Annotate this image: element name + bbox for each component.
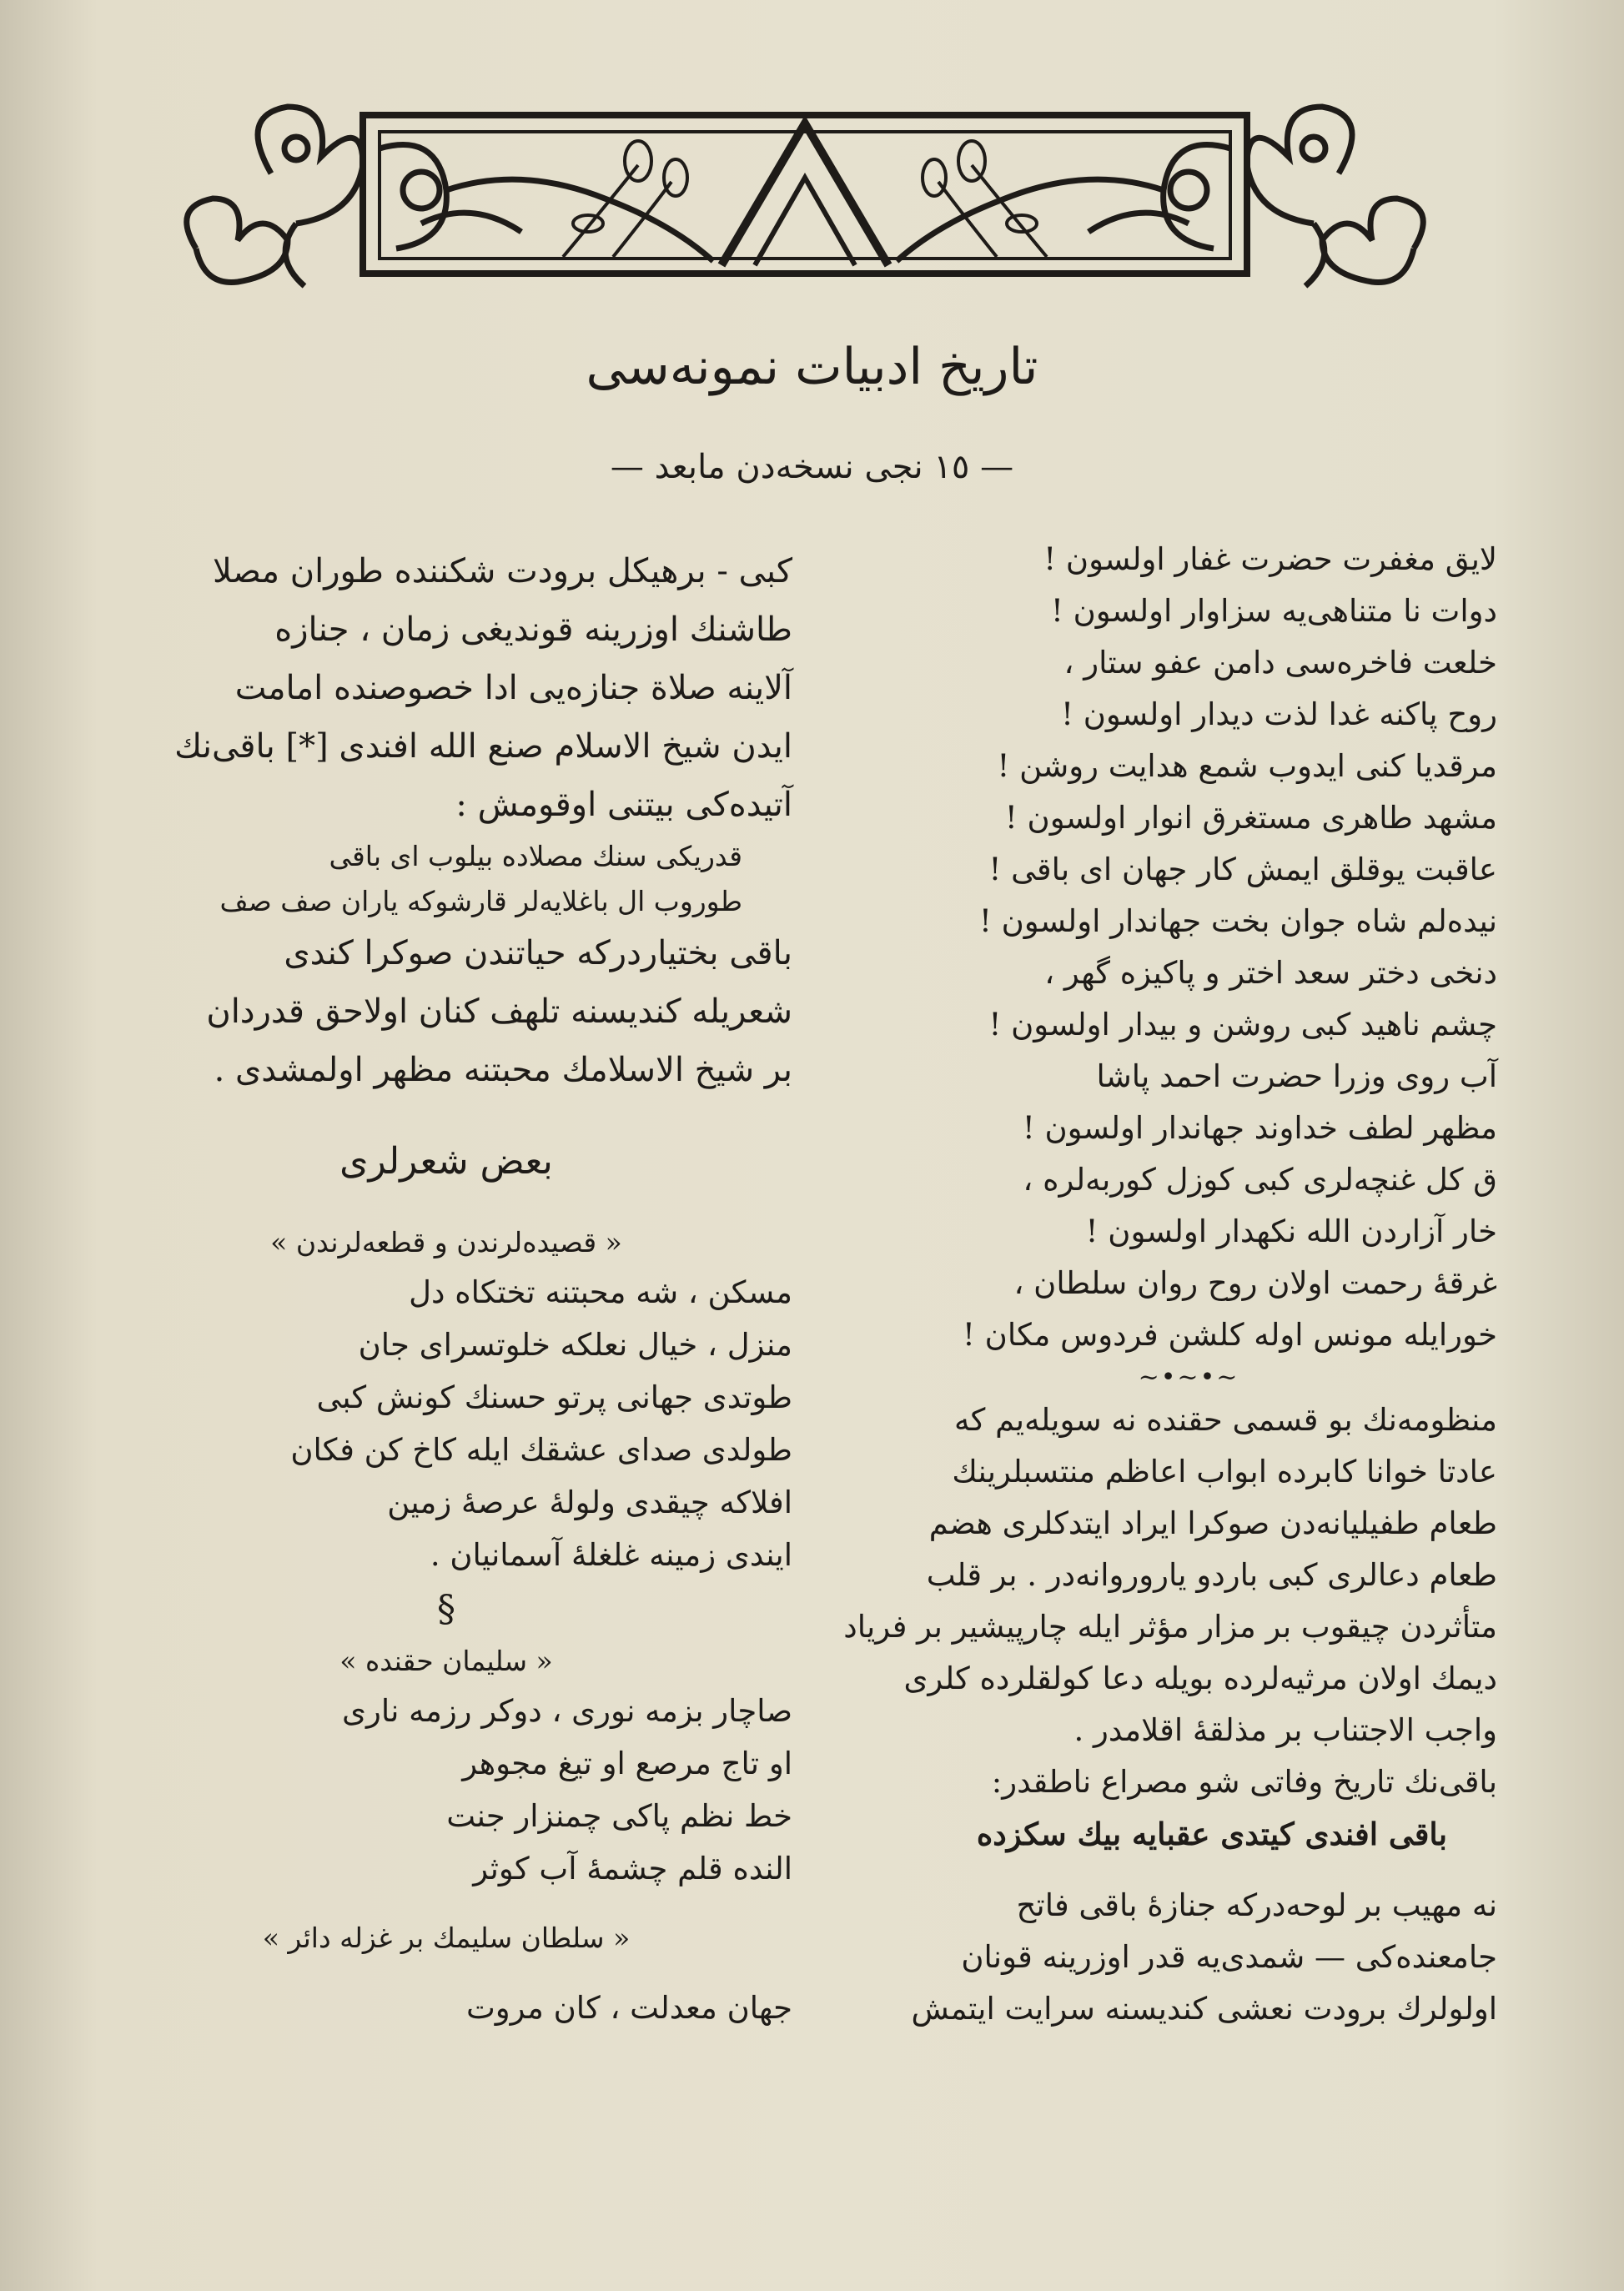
poem-line: مظهر لطف خداوند جهاندار اولسون ! <box>1022 1110 1497 1146</box>
prose-line: عادتا خوانا کابرده ابواب اعاظم منتسبلرینك <box>952 1454 1497 1490</box>
prose-line: منظومه‌نك بو قسمی حقنده نه سویله‌یم که <box>953 1402 1497 1438</box>
prose-line: طاشنك اوزرینه قوندیغی زمان ، جنازه <box>274 610 792 649</box>
poem-line: مسكن ، شه محبتنه تختکاه دل <box>409 1274 792 1310</box>
poem-line: طولدی صدای عشقك ایله کاخ کن فکان <box>290 1432 792 1468</box>
poem-line: غرقهٔ رحمت اولان روح روان سلطان ، <box>1013 1265 1497 1301</box>
prose-line: دیمك اولان مرثیه‌لرده بویله دعا کولقلرده کلری <box>903 1660 1497 1696</box>
prose-line: شعریله کندیسنه تلهف کنان اولاحق قدردان <box>206 992 792 1031</box>
poem-line: آب روی وزرا حضرت احمد پاشا <box>1096 1058 1497 1094</box>
prose-line: متأثردن چیقوب بر مزار مؤثر ایله چارپیشیر بر فریاد <box>843 1609 1497 1645</box>
poem-line: او تاج مرصع او تیغ مجوهر <box>462 1746 792 1781</box>
left-column <box>100 542 792 2034</box>
closing-line: نه مهیب بر لوحه‌درکه جنازهٔ باقی فاتح <box>1016 1887 1497 1923</box>
verse-line: طوروب ال باغلایه‌لر قارشوکه یاران صف صف <box>219 885 742 917</box>
prose-line: آلاینه صلاة جنازه‌یی ادا خصوصنده امامت <box>234 669 792 707</box>
poem-line: افلاکه چیقدی ولولهٔ عرصهٔ زمین <box>387 1485 792 1520</box>
ornamental-divider: ~•~•~ <box>1138 1363 1239 1392</box>
prose-line: طعام دعالری کبی باردو یاروروانه‌در . بر قلب <box>926 1557 1497 1593</box>
poem-line: دوات نا متناهی‌یه سزاوار اولسون ! <box>1050 593 1497 629</box>
prose-line: آتیده‌کی بیتنی اوقومش : <box>455 786 792 824</box>
prose-line: ایدن شیخ الاسلام صنع الله افندی [*] باقی‌نك <box>174 727 792 766</box>
poem-line: ق کل غنچه‌لری کبی کوزل کوربه‌لره ، <box>1023 1162 1497 1198</box>
poem-line: خورایله مونس اوله کلشن فردوس مکان ! <box>963 1317 1497 1353</box>
prose-line: طعام طفیلیانه‌دن صوکرا ایراد ایتدکلری هضم <box>928 1505 1497 1541</box>
prose-line: بر شیخ الاسلامك محبتنه مظهر اولمشدی . <box>214 1051 792 1089</box>
prose-line: کبی - برهیکل برودت شکننده طوران مصلا <box>213 552 792 590</box>
quote-heading: « سلیمان حقنده » <box>339 1645 553 1677</box>
poem-line: چشم ناهید کبی روشن و بیدار اولسون ! <box>988 1007 1497 1043</box>
prose-line: باقی بختیاردرکه حیاتندن صوکرا کندی <box>284 934 792 972</box>
prose-line: واجب الاجتناب بر مذلقهٔ اقلامدر . <box>1073 1712 1497 1748</box>
tarih-line: باقی افندی کیتدی عقبایه بیك سکزده <box>976 1816 1447 1852</box>
poem-line: صاچار بزمه نوری ، دوکر رزمه ناری <box>342 1693 792 1729</box>
poem-line: مرقدیا کنی ایدوب شمع هدایت روشن ! <box>997 748 1497 784</box>
poem-line: ایندی زمینه غلغلهٔ آسمانیان . <box>430 1537 792 1573</box>
poem-line: جهان معدلت ، کان مروت <box>465 1990 792 2026</box>
poem-line: منزل ، خیال نعلکه خلوتسرای جان <box>358 1327 792 1363</box>
poem-line: خلعت فاخره‌سی دامن عفو ستار ، <box>1063 645 1497 681</box>
poem-line: لایق مغفرت حضرت غفار اولسون ! <box>1043 541 1497 577</box>
tarih-intro: باقی‌نك تاریخ وفاتی شو مصراع ناطقدر: <box>991 1764 1497 1800</box>
quote-heading: « قصیده‌لرندن و قطعه‌لرندن » <box>270 1226 622 1259</box>
art-nouveau-header-ornament <box>171 98 1439 295</box>
poem-line: مشهد طاهری مستغرق انوار اولسون ! <box>1004 800 1497 836</box>
closing-line: جامعنده‌کی — شمدی‌یه قدر اوزرینه قونان <box>961 1939 1497 1975</box>
quote-heading: « سلطان سلیمك بر غزله دائر » <box>262 1922 631 1954</box>
right-column <box>843 534 1497 2035</box>
page-subtitle: — ١٥ نجی نسخه‌دن مابعد — <box>610 448 1014 486</box>
poem-line: دنخی دختر سعد اختر و پاکیزه گهر ، <box>1044 955 1497 991</box>
poem-line: خط نظم پاکی چمنزار جنت <box>446 1798 792 1834</box>
poem-line: خار آزاردن الله نکهدار اولسون ! <box>1085 1213 1497 1249</box>
poem-line: النده قلم چشمهٔ آب کوثر <box>473 1851 792 1887</box>
poem-line: نیده‌لم شاه جوان بخت جهاندار اولسون ! <box>979 903 1497 939</box>
poem-line: روح پاکنه غدا لذت دیدار اولسون ! <box>1061 696 1497 732</box>
verse-line: قدریکی سنك مصلاده بیلوب ای باقی <box>329 840 742 872</box>
poem-line: عاقبت یوقلق ایمش کار جهان ای باقی ! <box>988 852 1497 887</box>
closing-line: اولولرك برودت نعشی کندیسنه سرایت ایتمش <box>911 1991 1497 2027</box>
poem-line: طوتدی جهانی پرتو حسنك کونش کبی <box>316 1379 792 1415</box>
section-mark: § <box>437 1588 455 1630</box>
section-heading: بعض شعرلری <box>339 1140 553 1183</box>
page-title: تاریخ ادبیات نمونه‌سی <box>586 338 1038 396</box>
